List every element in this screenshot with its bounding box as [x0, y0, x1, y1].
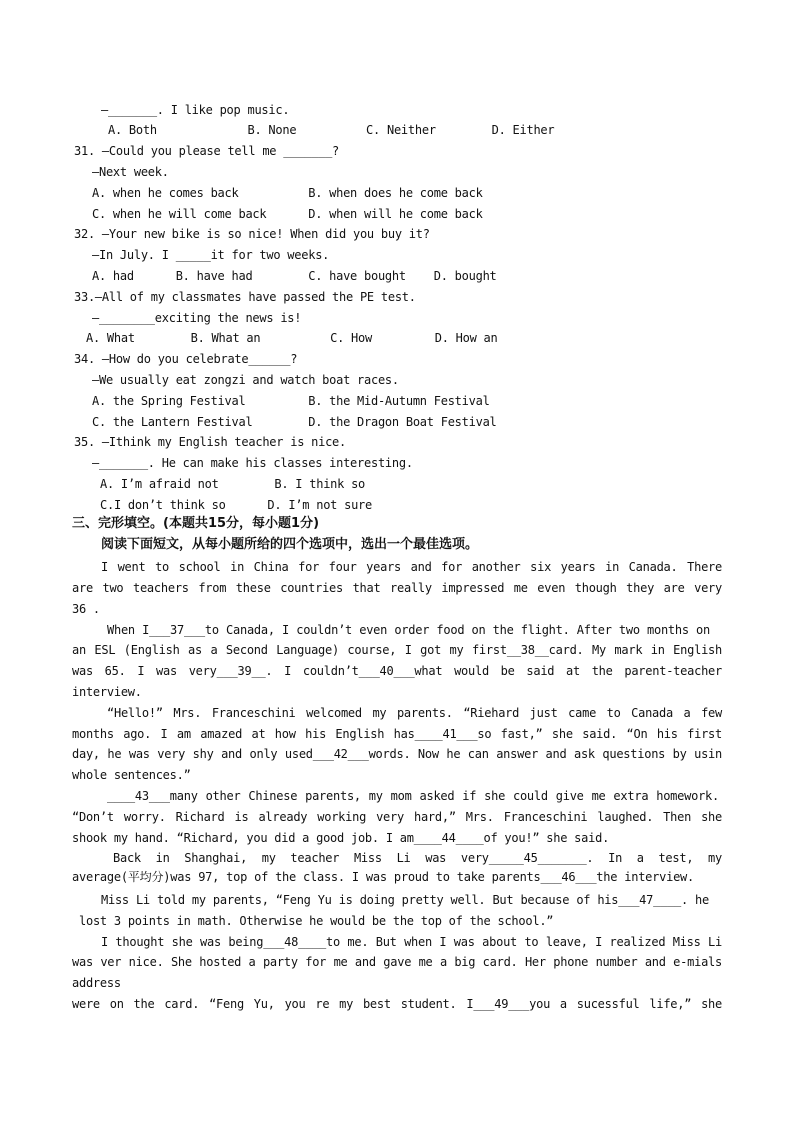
q31-options-cd: C. when he will come back D. when will he come back	[92, 207, 483, 221]
passage-line: months ago. I am amazed at how his English has____41___so fast,” she said. “On his first	[72, 727, 722, 741]
passage-line: was 65. I was very___39__. I couldn’t___40___what would be said at the parent-teacher	[72, 664, 722, 678]
q31-reply: —Next week.	[92, 165, 169, 179]
passage-line: lost 3 points in math. Otherwise he would be the top of the school.”	[79, 914, 554, 928]
q35-reply: —_______. He can make his classes interesting.	[92, 456, 413, 470]
passage-line: average(平均分)was 97, top of the class. I was proud to take parents___46___the interview.	[72, 870, 694, 884]
q33-question: 33.—All of my classmates have passed the PE test.	[74, 290, 416, 304]
passage-line: was ver nice. She hosted a party for me and gave me a big card. Her phone number and e-mials	[72, 955, 722, 969]
passage-line: interview.	[72, 685, 142, 699]
q34-options-ab: A. the Spring Festival B. the Mid-Autumn Festival	[92, 394, 490, 408]
passage-line: When I___37___to Canada, I couldn’t even order food on the flight. After two months on	[107, 623, 710, 637]
q31-options-ab: A. when he comes back B. when does he come back	[92, 186, 483, 200]
q32-question: 32. —Your new bike is so nice! When did you buy it?	[74, 227, 430, 241]
q32-options: A. had B. have had C. have bought D. bought	[92, 269, 497, 283]
passage-line: I thought she was being___48____to me. But when I was about to leave, I realized Miss Li	[101, 935, 722, 949]
section-title: 三、完形填空。(本题共15分，每小题1分)	[72, 516, 320, 531]
q33-options: A. What B. What an C. How D. How an	[86, 331, 498, 345]
passage-line: Back in Shanghai, my teacher Miss Li was very_____45_______. In a test, my	[113, 851, 722, 865]
passage-line: Miss Li told my parents, “Feng Yu is doing pretty well. But because of his___47____. he	[101, 893, 709, 907]
passage-line: I went to school in China for four years and for another six years in Canada. There	[101, 560, 722, 574]
q34-reply: —We usually eat zongzi and watch boat races.	[92, 373, 399, 387]
passage-line: ____43___many other Chinese parents, my mom asked if she could give me extra homework.	[107, 789, 719, 803]
passage-line: shook my hand. “Richard, you did a good job. I am____44____of you!” she said.	[72, 831, 610, 845]
passage-line: were on the card. “Feng Yu, you re my best student. I___49___you a sucessful life,” she	[72, 997, 722, 1011]
passage-line: are two teachers from these countries that really impressed me even though they are very	[72, 581, 722, 595]
q35-question: 35. —Ithink my English teacher is nice.	[74, 435, 347, 449]
passage-line: address	[72, 976, 121, 990]
q30-answer-line: —_______. I like pop music.	[101, 103, 290, 117]
q34-question: 34. —How do you celebrate______?	[74, 352, 298, 366]
passage-line: “Hello!” Mrs. Franceschini welcomed my parents. “Riehard just came to Canada a few	[107, 706, 722, 720]
q33-reply: —________exciting the news is!	[92, 311, 302, 325]
q31-question: 31. —Could you please tell me _______?	[74, 144, 340, 158]
passage-line: an ESL (English as a Second Language) course, I got my first__38__card. My mark in English	[72, 643, 722, 657]
q35-options-cd: C.I don’t think so D. I’m not sure	[100, 498, 373, 512]
q32-reply: —In July. I _____it for two weeks.	[92, 248, 330, 262]
q34-options-cd: C. the Lantern Festival D. the Dragon Boat Festival	[92, 415, 497, 429]
passage-line: day, he was very shy and only used___42___words. Now he can answer and ask questions by usin	[72, 747, 722, 761]
q35-options-ab: A. I’m afraid not B. I think so	[100, 477, 366, 491]
q30-options: A. Both B. None C. Neither D. Either	[108, 123, 555, 137]
section-instruction: 阅读下面短文，从每小题所给的四个选项中，选出一个最佳选项。	[101, 537, 479, 552]
passage-line: whole sentences.”	[72, 768, 191, 782]
passage-line: 36 .	[72, 602, 100, 616]
passage-line: “Don’t worry. Richard is already working very hard,” Mrs. Franceschini laughed. Then she	[72, 810, 722, 824]
